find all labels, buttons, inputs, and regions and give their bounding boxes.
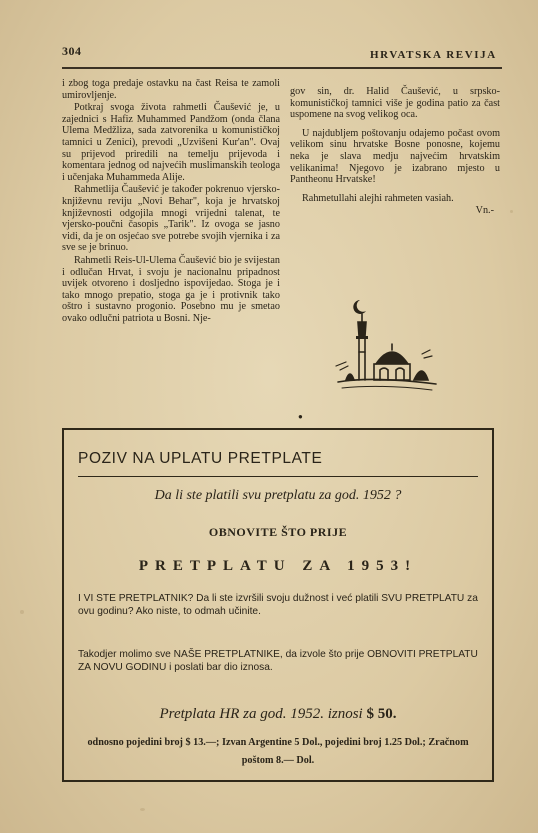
right-column	[290, 86, 500, 217]
signature: Vn.-	[475, 205, 494, 217]
right-paragraph: Rahmetullahi alejhi rahmeten vasiah.	[302, 192, 454, 204]
left-paragraph: Rahmetlija Čaušević je također pokrenuo vjersko-književnu reviju „Novi Behar", koja je hrvatskoj književnosti odgojila mnogi vrijedni talenat, te vjersko-poučni časopis „Tarik". Iz ovoga se jasno vidi, da je on osjećao sve potrebe svojih vjernika i za sve se je brinuo.	[62, 184, 280, 254]
notice-renew-line: OBNOVITE ŠTO PRIJE	[208, 525, 348, 539]
notice-price-note: odnosno pojedini broj $ 13.—; Izvan Argentine 5 Dol., pojedini broj 1.25 Dol.; Zračnom poštom 8.— Dol.	[87, 737, 469, 766]
price-value: $ 50.	[366, 706, 397, 722]
notice-paragraph: Takodjer molimo sve NAŠE PRETPLATNIKE, da izvole što prije OBNOVITI PRETPLATU ZA NOVU GODINU i poslati bar dio iznosa.	[78, 649, 478, 673]
price-prefix: Pretplata HR za god. 1952. iznosi	[159, 706, 363, 722]
page-number: 304	[62, 44, 82, 58]
subscription-notice-box	[62, 428, 494, 782]
ornament-dot: ●	[298, 412, 303, 421]
right-paragraph: U najdubljem poštovanju odajemo počast ovom velikom sinu hrvatske Bosne ponosne, kojemu neka je slava medju najvećim hrvatskim velikanima! Njegovo je izabrano mjesto u Pantheonu Hrvatske!	[290, 127, 500, 186]
notice-title-rule	[78, 476, 478, 477]
header-rule	[62, 67, 502, 69]
notice-price	[64, 706, 492, 723]
notice-title: POZIV NA UPLATU PRETPLATE	[78, 450, 323, 467]
running-head: HRVATSKA REVIJA	[370, 49, 497, 61]
left-paragraph: Potkraj svoga života rahmetli Čaušević je, u zajednici s Hafiz Muhammed Pandžom (onda člana Ulema Medžliza, sada zatvorenika u komunističkoj tamnici u Zenici), prevodi „Uzvišeni Kur'an". Ovaj su prijevod priredili na temelju prijevoda i komentara jednog od najvećih muslimanskih teologa i učenjaka Muhammeda Alije.	[62, 102, 280, 183]
right-paragraph: gov sin, dr. Halid Čaušević, u srpsko-komunističkoj tamnici više je godina patio za čast uspomene na svog velikog oca.	[290, 86, 500, 121]
left-paragraph: i zbog toga predaje ostavku na čast Reisa te zamoli umirovljenje.	[62, 78, 280, 101]
left-paragraph: Rahmetli Reis-Ul-Ulema Čaušević bio je svijestan i odlučan Hrvat, i svoju je nacionalnu pripadnost uvijek otvoreno i dosljedno ispovijedao. Stoga je i tako mnogo prepatio, stoga ga je i protivnik tako oštro i sustavno progonio. Posebno mu je smetao ovako odlučni patriota u Bosni. Nje-	[62, 254, 280, 324]
mosque-minaret-illustration-icon	[332, 292, 442, 402]
notice-paragraph: I VI STE PRETPLATNIK? Da li ste izvršili svoju dužnost i već platili SVU PRETPLATU za ovu godinu? Ako niste, to odmah učinite.	[78, 593, 478, 617]
notice-headline: PRETPLATU ZA 1953!	[138, 558, 418, 574]
notice-question: Da li ste platili svu pretplatu za god. 1952 ?	[154, 488, 402, 503]
left-column	[62, 78, 280, 324]
